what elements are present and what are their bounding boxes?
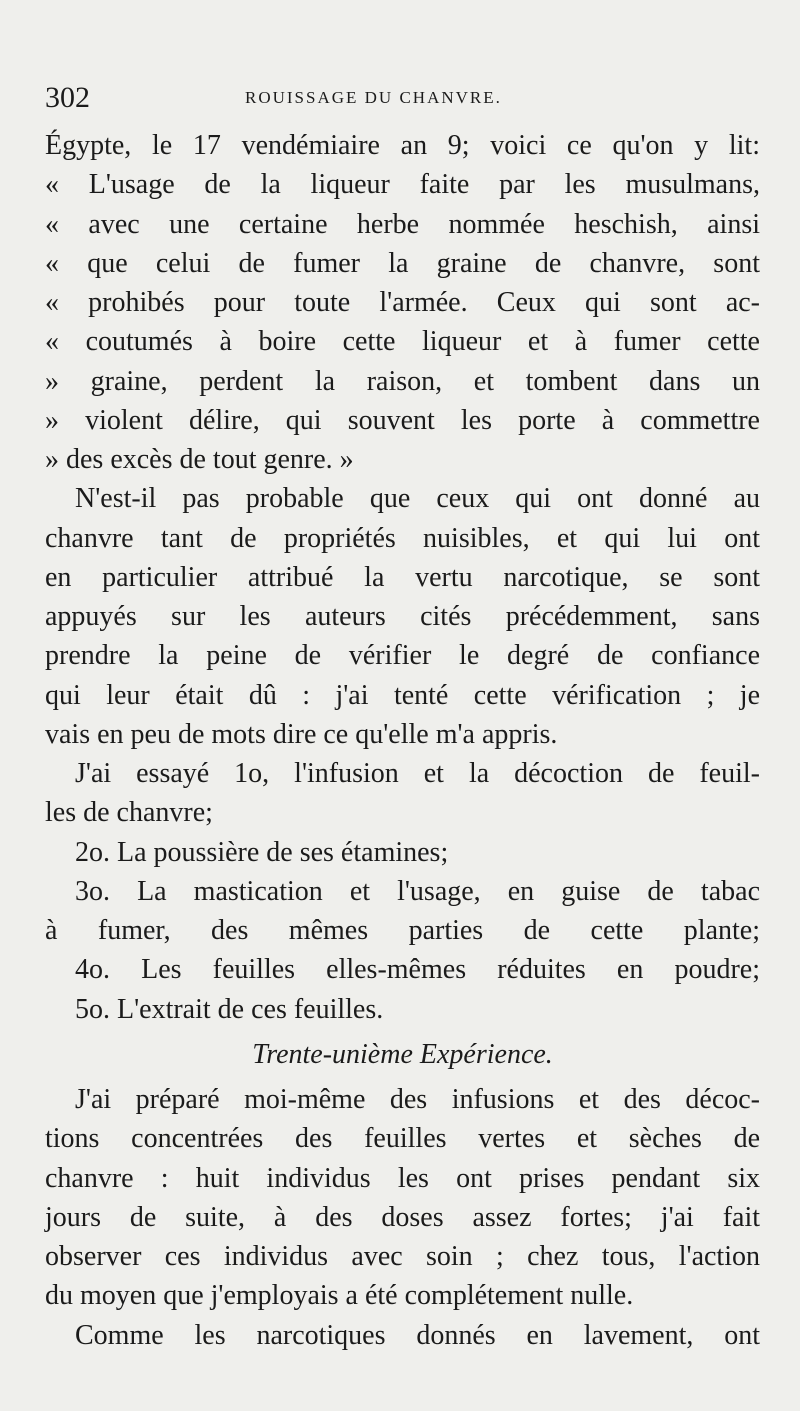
text-line: » violent délire, qui souvent les porte à commettre: [45, 404, 760, 436]
text-line: N'est-il pas probable que ceux qui ont donné au: [75, 483, 760, 515]
text-line: » graine, perdent la raison, et tombent dans un: [45, 365, 760, 397]
text-line: J'ai essayé 1o, l'infusion et la décoction de feuil-: [75, 758, 760, 789]
text-line: J'ai préparé moi-même des infusions et des décoc-: [75, 1084, 760, 1115]
text-line: jours de suite, à des doses assez fortes; j'ai fait: [45, 1201, 760, 1233]
text-line: du moyen que j'employais a été complétement nulle.: [45, 1280, 634, 1312]
page-body: [45, 126, 760, 1355]
section-heading: Trente-unième Expérience.: [252, 1038, 553, 1070]
text-line: « avec une certaine herbe nommée heschish, ainsi: [45, 208, 760, 240]
text-line: observer ces individus avec soin ; chez tous, l'action: [45, 1241, 760, 1272]
text-line: 3o. La mastication et l'usage, en guise de tabac: [75, 875, 760, 907]
text-line: tions concentrées des feuilles vertes et sèches de: [45, 1123, 760, 1155]
text-line: « que celui de fumer la graine de chanvre, sont: [45, 247, 760, 279]
text-line: Égypte, le 17 vendémiaire an 9; voici ce qu'on y lit:: [45, 130, 760, 161]
text-line: appuyés sur les auteurs cités précédemment, sans: [45, 601, 760, 632]
text-line: qui leur était dû : j'ai tenté cette vérification ; je: [45, 679, 760, 711]
text-line: « prohibés pour toute l'armée. Ceux qui sont ac-: [45, 287, 760, 318]
text-line: en particulier attribué la vertu narcotique, se sont: [45, 561, 760, 593]
text-line: Comme les narcotiques donnés en lavement, ont: [75, 1319, 760, 1351]
text-line: « L'usage de la liqueur faite par les musulmans,: [45, 169, 760, 201]
text-line: 2o. La poussière de ses étamines;: [75, 836, 449, 868]
text-line: chanvre : huit individus les ont prises pendant six: [45, 1162, 760, 1194]
running-title: ROUISSAGE DU CHANVRE.: [245, 88, 502, 107]
text-line: « coutumés à boire cette liqueur et à fumer cette: [45, 326, 760, 358]
text-line: les de chanvre;: [45, 797, 213, 829]
text-line: chanvre tant de propriétés nuisibles, et qui lui ont: [45, 522, 760, 554]
text-line: vais en peu de mots dire ce qu'elle m'a appris.: [45, 718, 558, 750]
text-line: à fumer, des mêmes parties de cette plante;: [45, 915, 760, 946]
text-line: 5o. L'extrait de ces feuilles.: [75, 993, 384, 1025]
text-line: prendre la peine de vérifier le degré de confiance: [45, 640, 760, 672]
text-line: » des excès de tout genre. »: [45, 444, 354, 475]
running-head: [45, 78, 755, 118]
page-number: 302: [45, 81, 90, 114]
text-line: 4o. Les feuilles elles-mêmes réduites en poudre;: [75, 954, 760, 986]
